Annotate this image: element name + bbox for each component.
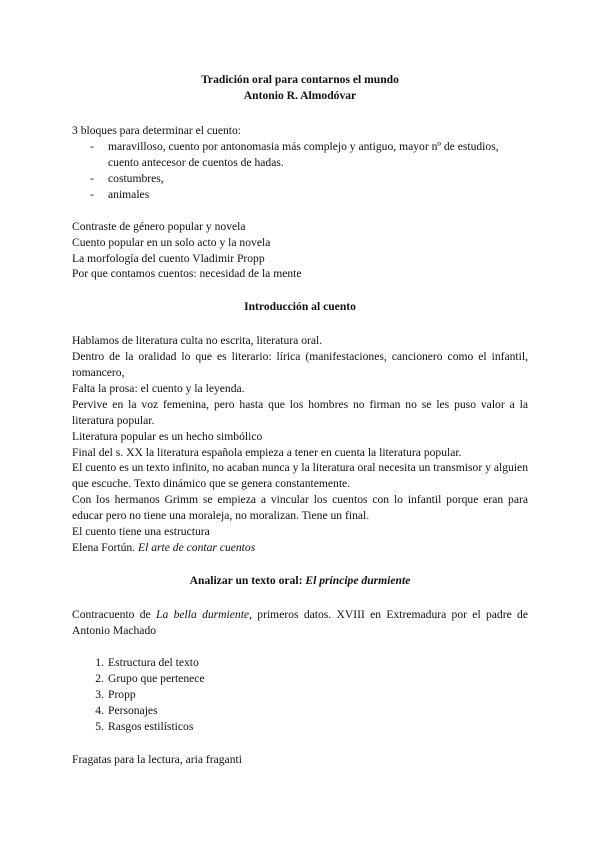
- paragraph: Dentro de la oralidad lo que es literario: lírica (manifestaciones, cancionero como el infantil, romancero,: [72, 350, 528, 379]
- section-heading-analysis: [0, 573, 600, 589]
- list-item: Rasgos estilísticos: [108, 720, 194, 733]
- paragraph: El cuento tiene una estructura: [72, 525, 210, 538]
- document-title: Tradición oral para contarnos el mundo: [201, 73, 399, 86]
- note-line: Cuento popular en un solo acto y la novela: [72, 236, 271, 249]
- list-item: costumbres,: [108, 172, 164, 185]
- closing-line: Fragatas para la lectura, aria fraganti: [72, 753, 242, 766]
- list-dash: -: [90, 140, 94, 153]
- blocks-lead: 3 bloques para determinar el cuento:: [72, 124, 242, 137]
- list-number: 4.: [95, 704, 104, 717]
- paragraph: Literatura popular es un hecho simbólico: [72, 430, 263, 443]
- paragraph: Hablamos de literatura culta no escrita, literatura oral.: [72, 334, 323, 347]
- list-dash: -: [90, 188, 94, 201]
- list-number: 1.: [95, 656, 104, 669]
- list-item-continuation: cuento antecesor de cuentos de hadas.: [108, 156, 284, 169]
- paragraph: Falta la prosa: el cuento y la leyenda.: [72, 382, 245, 395]
- paragraph: El cuento es un texto infinito, no acaban nunca y la literatura oral necesita un transmisor y alguien que escuche. Texto dinámico que se genera constantemente.: [72, 461, 528, 490]
- list-dash: -: [90, 172, 94, 185]
- note-line: Contraste de género popular y novela: [72, 220, 246, 233]
- paragraph: [72, 607, 528, 638]
- list-item: maravilloso, cuento por antonomasia más complejo y antiguo, mayor nº de estudios,: [108, 140, 499, 153]
- document-author: Antonio R. Almodóvar: [243, 89, 357, 102]
- paragraph: Final del s. XX la literatura española empieza a tener en cuenta la literatura popular.: [72, 446, 462, 459]
- section-heading-intro: Introducción al cuento: [244, 300, 356, 313]
- list-item: Estructura del texto: [108, 656, 199, 669]
- list-number: 3.: [95, 688, 104, 701]
- note-line: La morfología del cuento Vladimir Propp: [72, 252, 265, 265]
- list-item: animales: [108, 188, 150, 201]
- text-run: primeros datos. XVIII en Extremadura por el padre de Antonio Machado: [72, 608, 528, 637]
- list-item: Propp: [108, 688, 136, 701]
- list-item: Personajes: [108, 704, 158, 717]
- text-run: Contracuento de: [72, 608, 151, 621]
- heading-plain: Analizar un texto oral:: [189, 574, 303, 587]
- list-number: 5.: [95, 720, 104, 733]
- heading-italic: El príncipe durmiente: [305, 574, 411, 587]
- work-title: La bella durmiente,: [156, 608, 252, 621]
- list-item: Grupo que pertenece: [108, 672, 205, 685]
- note-line: Por que contamos cuentos: necesidad de la mente: [72, 267, 302, 280]
- paragraph: Pervive en la voz femenina, pero hasta que los hombres no firman no se les puso valor a la literatura popular.: [72, 398, 528, 427]
- list-number: 2.: [95, 672, 104, 685]
- paragraph: Con los hermanos Grimm se empieza a vincular los cuentos con lo infantil porque eran para educar pero no tiene una moraleja, no moralizan. Tiene un final.: [72, 493, 528, 522]
- paragraph-reference: [72, 540, 255, 556]
- reference-author: Elena Fortún.: [72, 541, 136, 554]
- reference-title: El arte de contar cuentos: [138, 541, 256, 554]
